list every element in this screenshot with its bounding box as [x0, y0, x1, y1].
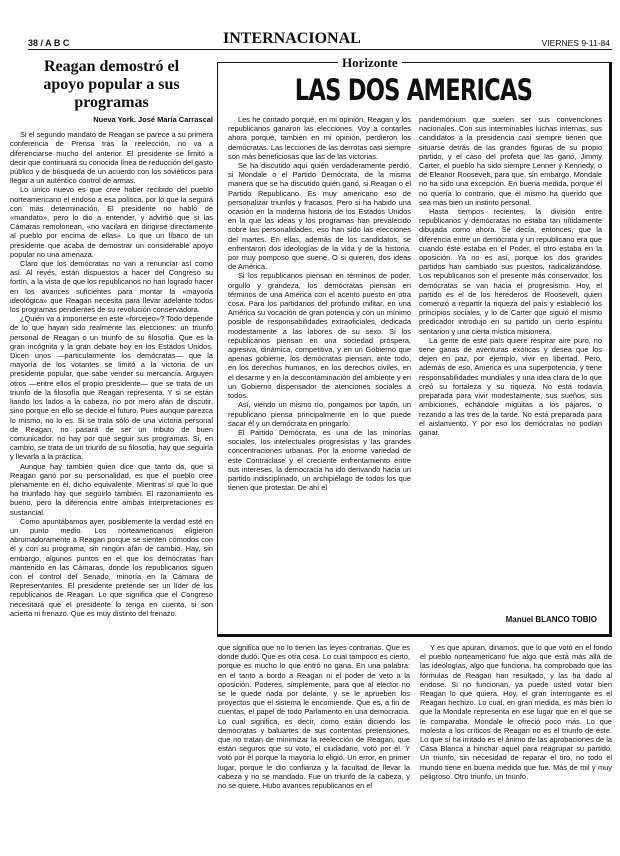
paragraph: Claro que los demócratas no van a renunciar así como así. Al revés, están dispuestos a hacer del Congreso su fortín, a la vista de que los republicanos no han logrado hacer en los avances suficientes para montar la «mayoría ideológica» que Reagan necesita para llevar adelante todos los programas pendientes de su revolución conservadora.	[10, 259, 213, 315]
editorial-column-1	[228, 115, 411, 610]
paragraph: Así, viendo un mismo río, pongamos por tapón, un republicano piensa principalmente en lo que puede sacar él y un demócrata en pringarlo.	[228, 400, 411, 428]
page-header	[28, 30, 612, 50]
issue-date: VIERNES 9-11-84	[541, 38, 610, 48]
paragraph: ¿Quién va a imponerse en este «forcejeo»? Todo depende de lo que hayan sido realmente las elecciones: un triunfo personal de Reagan o un triunfo de su filosofía. Que es la gran incógnita y la gran debate hoy en los Estados Unidos. Dicen unos —particularmente los demócratas— que la mayoría de los votantes se limitó a la victoria de un presidente popular, que sabe vender su mercancía. Arguyen otros —entre ellos el propio presidente— que se trata de un triunfo de la filosofía que Reagan representa. Y si se están liando los lados a la cabeza, no por mero afán de discutir, sino porque en ello se decide el futuro. Pues aunque parezca lo mismo, no lo es. Si se trata sólo de una victoria personal de Reagan, no pasará de ser un tributo de buen comunicador, no hay por qué seguir sus programas. Si, en cambio, se trata de un triunfo de su filosofía, hay que seguirla y llevarla a la práctica.	[10, 314, 213, 462]
paragraph: Hasta tiempos recientes, la división entre republicanos y demócratas no estaba tan nítidamente dibujada como ahora. Se decía, entonces, que la diferencia entre un demócrata y un republicano era que cuando éste estaba en el Poder, el otro estaba en la oposición. Ya no es así, porque los dos grandes partidos han cambiado sus puestos, radicalizándose. Los republicanos son el presente más conservador, los demócratas se van hacia el progresismo. Hoy, el partido es el de los herederos de Roosevelt, quien comenzó a repartir la riqueza del país y estableció los principios sociales, y lo de Carter que siguió el mismo predicador introdujo en su partido un cierto espíritu sentarion y una cierta mística misionera.	[419, 207, 602, 336]
article-byline: Nueva York. José María Carrascal	[93, 115, 213, 124]
paragraph: Se ha discutido aquí quién verdaderamente perdió, si Mondale o el Partido Demócrata, de la misma manera que se ha discutido quién ganó, si Reagan o el Partido Republicano. Es muy americano eso de personalizar triunfos y fracasos. Pero si ha habido una ocasión en la moderna historia de los Estados Unidos en la que las ideas y los programas han prevalecido sobre las personalidades, eso han sido las elecciones del martes. En ellas, además de los candidatos, se enfrentaron dos ideologías de la vida y de la historia, por muy pomposo que suene. O si quieren, dos ideas de América.	[228, 161, 411, 272]
left-article	[10, 58, 213, 848]
section-title: INTERNACIONAL	[223, 30, 361, 47]
paragraph: Como apuntábamos ayer, posiblemente la verdad esté en un punto medio. Los norteamericanos eligieron abrumadoramente a Reagan porque se sienten cómodos con él y con su programa, sin ningún afán de cambio. Hay, sin embargo, algunos puntos en el que los demócratas han mantenido en las Cámaras, donde los republicanos siguen con el control del Senado, minoría en la Cámara de Representantes. El presidente pretende ser un líder de los republicanos de Reagan. Lo que significa que el Congreso necesitará que el presidente lo tenga en cuenta, si son acierta ni frenazo. Que es muy distinto del frenazo.	[10, 516, 213, 618]
paragraph: Y es que apuran, dinamos, que lo que votó en el fondo el pueblo norteamericano fue algo que está más allá de las ideologías, algo que funciona, ha comprobado que las fórmulas de Reagan han resultado, y las ha dado al endose. Si no funcionan, ya puede usted votar bien Reagan lo que quiera. Hoy, el gran interrogante es el Reagan hechizo. Lo cual, en gran medida, es más bien lo que la Mondale representa en ese lugar que en el que se le comparaba. Mondale le ofreció poco más. Lo que molesta a los críticos de Reagan no es el triunfo de éste. Lo que sí ha irritado es el ánimo de las aprobaciones de la Casa Blanca a hinchar aquel para reagrupar su partido. Un triunfo, sin necesidad de reparar el tiro, no todo el mundo tiene en buena medida que fue. Más de mil y muy peligroso. Otro triunfo, un triunfo.	[420, 643, 612, 781]
column-kicker: Horizonte	[338, 55, 402, 71]
article-headline: Reagan demostró el apoyo popular a sus programas	[43, 58, 180, 111]
paragraph: Lo único nuevo es que cree haber recibido del pueblo norteamericano el endoso a esa política, por lo que la seguirá con más determinación. El presidente no habló de «mandato», pero lo dio a entender, y advirtió que si las Cámaras remolonean, «no vacilará en dirigirse directamente al pueblo por encima de ellas». Lo que un líbaco de un presidente que acaba de demostrar un considerable apoyo popular no una amenaza.	[10, 185, 213, 259]
paragraph: Aunque hay también quien dice que tanto da, que si Reagan ganó por su personalidad, es que el pueblo cree plenamente en él, dicho equivalente. Mientras sí que lo que ha triunfado hay que seguirlo también. El razonamiento es bueno, pero la diferencia entre ambas interpretaciones es sustancial.	[10, 461, 213, 517]
paragraph: que significa que no lo tienen las leyes contrarias. Que es donde dudó. Que es otra cosa. Lo cual tampoco es cierto, porque es mucho lo que entró no gana. En una palabra: en el tanto a bordo a Reagan ni el poder de veto a la oposición. Poderes, simplemente, para que al elector no se le quede nada por delante, y se le aprueben los proyectos que el sistema le encomiende. Que es, a fin de cuentas, el papel de todo Parlamento en una democracia. Lo cual significa, es decir, como están diciendo los demócratas y baluartes de sus contentas pretensiones, que no tratan de minimizar la reelección de Reagan, que están seguros que su voto, el ciudadano, votó por él. Y votó por él porque la mayoría lo eligió. Un error, en primer lugar, porque le dio confianza y la facultad de llevar la cabeza y no se mandado. Fue un triunfo de la cabeza, y no se quiere. Hubo avances republicanos en el	[218, 643, 410, 791]
paragraph: pandemónium que suelen ser sus convenciones nacionales. Con sus interminables luchas internas, sus candidatos a la presidencia casi siempre tienen que situarse detrás de las grandes figuras de su propio partido, y el caso del profeta que las ganó, Jimmy Carter, el pueblo ha sido siempre Lenner y Kennedy, o de Eleanor Roosevelt, para que, sin embargo, Mondale no ha sido una excepción. En buena medida, porque él no quería lo contrario, que él mismo ha querido que sea más bien un instinto personal.	[419, 115, 602, 207]
editorial-column-2	[419, 115, 602, 585]
paragraph: El Partido Demócrata, es una de las minorías sociales, los intelectuales progresistas y las grandes concentraciones urbanas. Por la enorme variedad de este Contraclase y el creciente enfrentamiento entre sus intereses, la democracia ha ido derivando hacia un partido indisciplinado, un archipiélago de todos los que tienen que protestar. De ahí el	[228, 427, 411, 493]
continuation-column-1	[218, 643, 410, 848]
paragraph: La gente de este país quiere respirar aire puro, no tiene ganas de aventuras exóticas y desea que los dejen en paz, por ejemplo, vivir en libertad. Pero, además de eso, America es una superpotencia, y tiene responsabilidades mundiales y una idea clara de lo que creó su fortaleza y su riqueza. No está todavía preparada para vivir modestamente, sus sueños, sus ambiciones, echándole miguitas a los pájaros, o rezando a las tres de la tarde. No está preparada para el aislamiento. Y por eso los demócratas no podían ganar.	[419, 335, 602, 437]
editorial-box	[217, 55, 612, 637]
editorial-headline: LAS DOS AMERICAS	[294, 73, 533, 107]
page-number: 38 / A B C	[28, 38, 70, 48]
continuation-column-2	[420, 643, 612, 848]
paragraph: Si los republicanos piensan en términos de poder, orgullo y grandeza, los demócratas piensan en términos de una América con el acento puesto en otra cosa. Para los partidarios del profundo militar, en una América su vocación de gran potencia y con un mínimo posible de responsabilidades extraoficiales, dedicada modestamente a las labores de su sexo. Si los republicanos piensan en una sociedad próspera, agresiva, dinámica, competitiva, y en un Gobierno que apenas gobierne, los demócratas piensan, ante todo, en los derechos humanos, en los derechos civiles, en el desarme y en la descontaminación del ambiente y en un Gobierno dispensador de atenciones sociales a todos.	[228, 271, 411, 401]
author-signature: Manuel BLANCO TOBIO	[505, 615, 597, 624]
paragraph: Les he contado porqué, en mi opinión, Reagan y los republicanos ganaron las elecciones. Voy a contarles ahora porqué, también en mi opinión, perdieron los demócratas. Las lecciones de las derrotas casi siempre son más beneficiosas que las de las victorias.	[228, 115, 411, 161]
paragraph: Si el segundo mandato de Reagan se parece a su primera conferencia de Prensa tras la reelección, no va a diferenciarse mucho del anterior. El presidente se limitó a decir que continuará su conocida línea de reducción del gasto público y de búsqueda de un acuerdo con los soviéticos para llegar a un auténtico control de armas.	[10, 130, 213, 186]
